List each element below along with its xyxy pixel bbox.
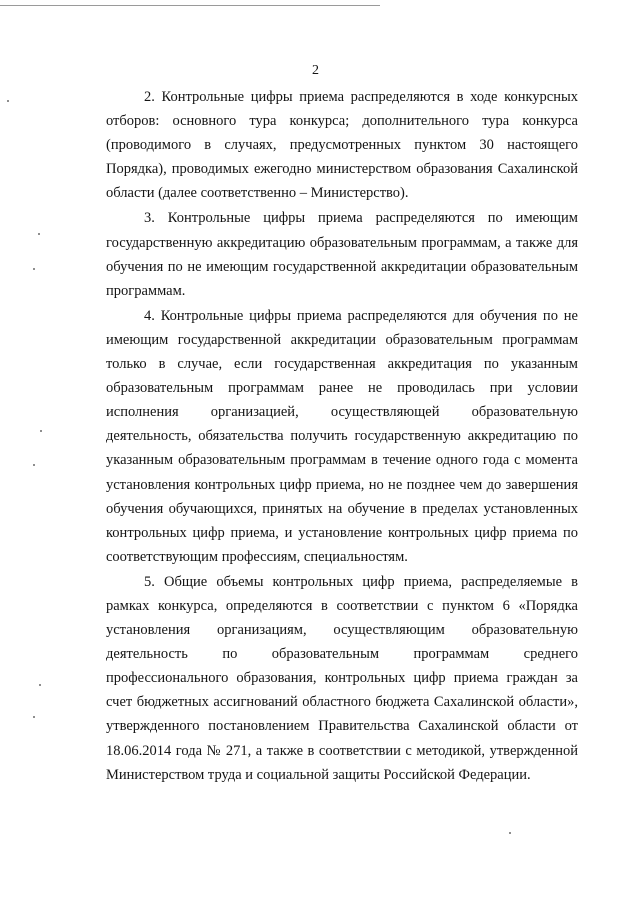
- scan-speck: [7, 100, 9, 102]
- scan-speck: [33, 268, 35, 270]
- paragraph-5: 5. Общие объемы контрольных цифр приема, распределяемые в рамках конкурса, определяются в соответствии с пунктом 6 «Порядка установления организациям, осуществляющим образовательную деятельность по образовательным программам среднего профессионального образования, контрольных цифр приема граждан за счет бюджетных ассигнований областного бюджета Сахалинской области», утвержденного постановлением Правительства Сахалинской области от 18.06.2014 года № 271, а также в соответствии с методикой, утвержденной Министерством труда и социальной защиты Российской Федерации.: [106, 573, 578, 783]
- paragraph-3: 3. Контрольные цифры приема распределяются по имеющим государственную аккредитацию образовательным программам, а также для обучения по не имеющим государственной аккредитации образовательным программам.: [106, 210, 578, 299]
- scan-speck: [509, 832, 511, 834]
- scan-speck: [33, 464, 35, 466]
- top-border-line: [0, 5, 380, 6]
- paragraph-4: 4. Контрольные цифры приема распределяются для обучения по не имеющим государственной аккредитации образовательным программам только в случае, если государственная аккредитация по указанным образовательным программам ранее не проводилась при условии исполнения организацией, осуществляющей образовательную деятельность, обязательства получить государственную аккредитацию по указанным образовательным программам в течение одного года с момента установления контрольных цифр приема, но не позднее чем до завершения обучения обучающихся, принятых на обучение в пределах установленных контрольных цифр приема, и установление контрольных цифр приема по соответствующим профессиям, специальностям.: [106, 307, 578, 565]
- paragraph-2: 2. Контрольные цифры приема распределяются в ходе конкурсных отборов: основного тура конкурса; дополнительного тура конкурса (проводимого в случаях, предусмотренных пунктом 30 настоящего Порядка), проводимых ежегодно министерством образования Сахалинской области (далее соответственно – Министерство).: [106, 89, 578, 202]
- scan-speck: [38, 233, 40, 235]
- scan-speck: [40, 430, 42, 432]
- document-body: [106, 85, 578, 787]
- scan-speck: [33, 716, 35, 718]
- scan-speck: [39, 684, 41, 686]
- page-number: 2: [312, 63, 319, 78]
